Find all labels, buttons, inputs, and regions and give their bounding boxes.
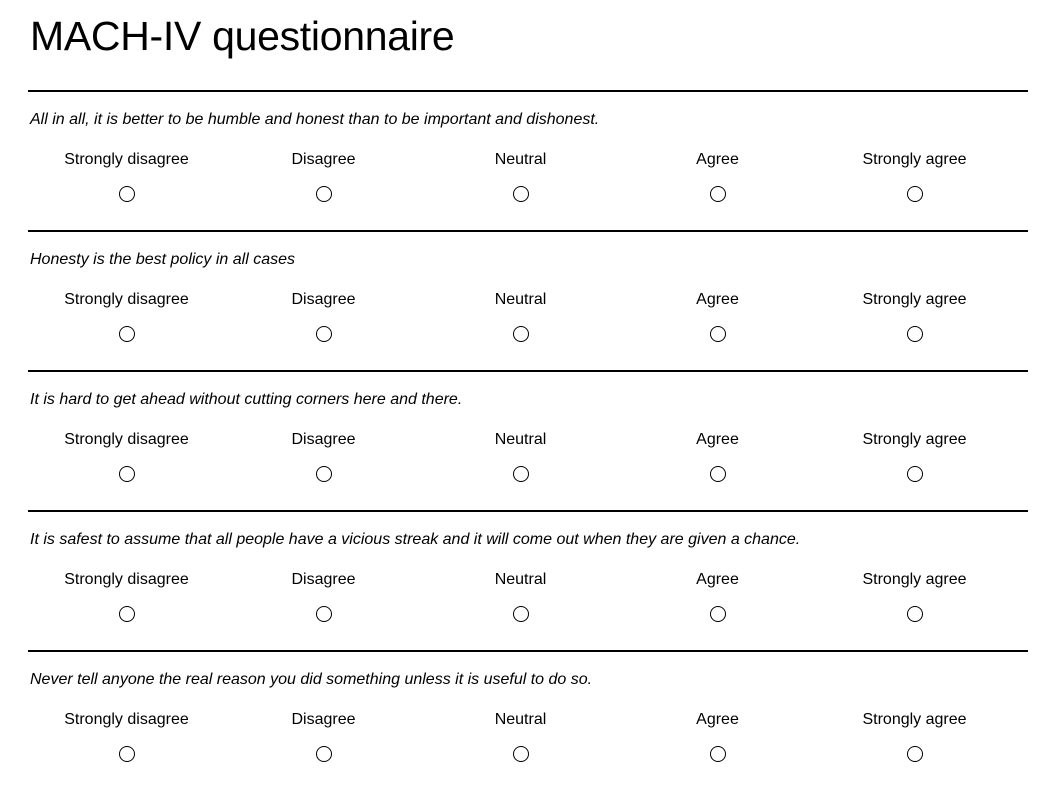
radio-button[interactable] bbox=[316, 186, 332, 202]
option-agree[interactable] bbox=[619, 710, 816, 770]
option-label: Disagree bbox=[291, 151, 356, 168]
option-disagree[interactable] bbox=[225, 710, 422, 770]
question-item bbox=[28, 90, 1028, 230]
option-neutral[interactable] bbox=[422, 710, 619, 770]
option-label: Disagree bbox=[291, 291, 356, 308]
question-text: It is hard to get ahead without cutting corners here and there. bbox=[30, 391, 463, 408]
likert-scale bbox=[28, 430, 1028, 490]
option-label: Disagree bbox=[291, 571, 356, 588]
radio-button[interactable] bbox=[316, 606, 332, 622]
option-label: Strongly agree bbox=[862, 151, 967, 168]
question-text: All in all, it is better to be humble and honest than to be important and dishonest. bbox=[30, 111, 600, 128]
radio-button[interactable] bbox=[907, 746, 923, 762]
radio-button[interactable] bbox=[119, 326, 135, 342]
question-text: Honesty is the best policy in all cases bbox=[30, 251, 296, 268]
radio-button[interactable] bbox=[316, 466, 332, 482]
option-disagree[interactable] bbox=[225, 150, 422, 210]
option-strongly-agree[interactable] bbox=[816, 710, 1013, 770]
option-strongly-disagree[interactable] bbox=[28, 570, 225, 630]
option-label: Strongly disagree bbox=[64, 431, 189, 448]
option-agree[interactable] bbox=[619, 290, 816, 350]
option-label: Disagree bbox=[291, 431, 356, 448]
radio-button[interactable] bbox=[513, 746, 529, 762]
option-strongly-agree[interactable] bbox=[816, 150, 1013, 210]
radio-button[interactable] bbox=[710, 186, 726, 202]
option-label: Agree bbox=[696, 571, 739, 588]
option-label: Disagree bbox=[291, 711, 356, 728]
option-strongly-agree[interactable] bbox=[816, 430, 1013, 490]
option-label: Neutral bbox=[494, 291, 547, 308]
option-agree[interactable] bbox=[619, 150, 816, 210]
option-label: Strongly disagree bbox=[64, 291, 189, 308]
option-label: Neutral bbox=[494, 431, 547, 448]
radio-button[interactable] bbox=[710, 326, 726, 342]
radio-button[interactable] bbox=[710, 466, 726, 482]
option-neutral[interactable] bbox=[422, 570, 619, 630]
question-item bbox=[28, 370, 1028, 510]
likert-scale bbox=[28, 290, 1028, 350]
option-label: Strongly agree bbox=[862, 711, 967, 728]
option-label: Neutral bbox=[494, 151, 547, 168]
option-label: Agree bbox=[696, 291, 739, 308]
option-disagree[interactable] bbox=[225, 290, 422, 350]
option-label: Neutral bbox=[494, 571, 547, 588]
likert-scale bbox=[28, 710, 1028, 770]
option-label: Strongly agree bbox=[862, 291, 967, 308]
radio-button[interactable] bbox=[907, 606, 923, 622]
option-disagree[interactable] bbox=[225, 430, 422, 490]
option-label: Agree bbox=[696, 711, 739, 728]
radio-button[interactable] bbox=[513, 466, 529, 482]
option-strongly-disagree[interactable] bbox=[28, 710, 225, 770]
radio-button[interactable] bbox=[119, 186, 135, 202]
question-item bbox=[28, 650, 1028, 790]
radio-button[interactable] bbox=[710, 746, 726, 762]
radio-button[interactable] bbox=[316, 326, 332, 342]
option-neutral[interactable] bbox=[422, 150, 619, 210]
option-neutral[interactable] bbox=[422, 290, 619, 350]
option-label: Strongly disagree bbox=[64, 711, 189, 728]
radio-button[interactable] bbox=[907, 326, 923, 342]
radio-button[interactable] bbox=[316, 746, 332, 762]
likert-scale bbox=[28, 150, 1028, 210]
option-label: Strongly disagree bbox=[64, 571, 189, 588]
radio-button[interactable] bbox=[513, 606, 529, 622]
option-agree[interactable] bbox=[619, 570, 816, 630]
question-text: Never tell anyone the real reason you did something unless it is useful to do so. bbox=[30, 671, 593, 688]
option-strongly-agree[interactable] bbox=[816, 290, 1013, 350]
option-strongly-disagree[interactable] bbox=[28, 150, 225, 210]
option-label: Agree bbox=[696, 431, 739, 448]
option-label: Agree bbox=[696, 151, 739, 168]
option-strongly-disagree[interactable] bbox=[28, 290, 225, 350]
radio-button[interactable] bbox=[710, 606, 726, 622]
option-label: Strongly disagree bbox=[64, 151, 189, 168]
option-neutral[interactable] bbox=[422, 430, 619, 490]
option-strongly-disagree[interactable] bbox=[28, 430, 225, 490]
option-label: Strongly agree bbox=[862, 431, 967, 448]
radio-button[interactable] bbox=[513, 186, 529, 202]
question-list bbox=[28, 90, 1028, 790]
option-strongly-agree[interactable] bbox=[816, 570, 1013, 630]
radio-button[interactable] bbox=[119, 606, 135, 622]
likert-scale bbox=[28, 570, 1028, 630]
option-label: Strongly agree bbox=[862, 571, 967, 588]
option-agree[interactable] bbox=[619, 430, 816, 490]
radio-button[interactable] bbox=[119, 746, 135, 762]
option-label: Neutral bbox=[494, 711, 547, 728]
question-item bbox=[28, 230, 1028, 370]
question-item bbox=[28, 510, 1028, 650]
radio-button[interactable] bbox=[907, 466, 923, 482]
radio-button[interactable] bbox=[513, 326, 529, 342]
radio-button[interactable] bbox=[907, 186, 923, 202]
question-text: It is safest to assume that all people have a vicious streak and it will come out when they are given a chance. bbox=[30, 531, 801, 548]
option-disagree[interactable] bbox=[225, 570, 422, 630]
page-title: MACH-IV questionnaire bbox=[30, 13, 455, 59]
radio-button[interactable] bbox=[119, 466, 135, 482]
